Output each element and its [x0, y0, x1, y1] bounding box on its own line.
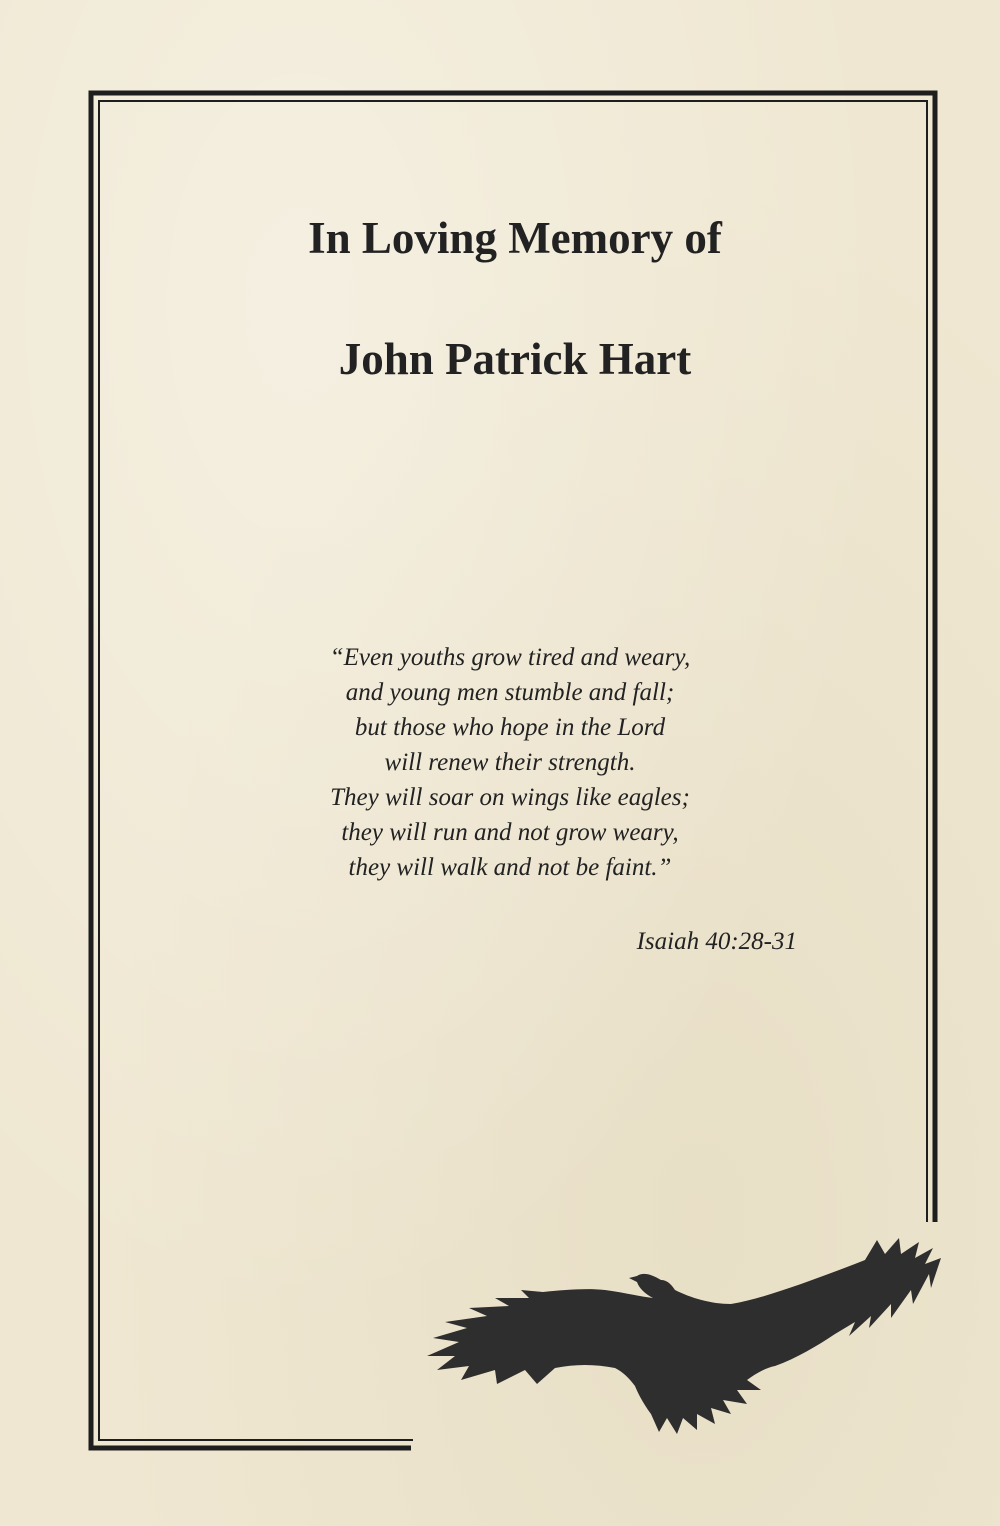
verse-line: will renew their strength.	[384, 749, 636, 776]
scripture-verse	[230, 640, 790, 885]
scripture-citation: Isaiah 40:28-31	[636, 928, 797, 955]
deceased-name: John Patrick Hart	[338, 334, 692, 384]
verse-line: and young men stumble and fall;	[345, 679, 675, 706]
verse-line: “Even youths grow tired and weary,	[329, 644, 691, 671]
eagle-silhouette-icon	[425, 1218, 945, 1438]
verse-line: but those who hope in the Lord	[354, 714, 666, 741]
verse-line: they will walk and not be faint.”	[348, 854, 672, 881]
verse-line: they will run and not grow weary,	[341, 819, 679, 846]
verse-line: They will soar on wings like eagles;	[330, 784, 690, 811]
memorial-heading: In Loving Memory of	[308, 213, 722, 263]
